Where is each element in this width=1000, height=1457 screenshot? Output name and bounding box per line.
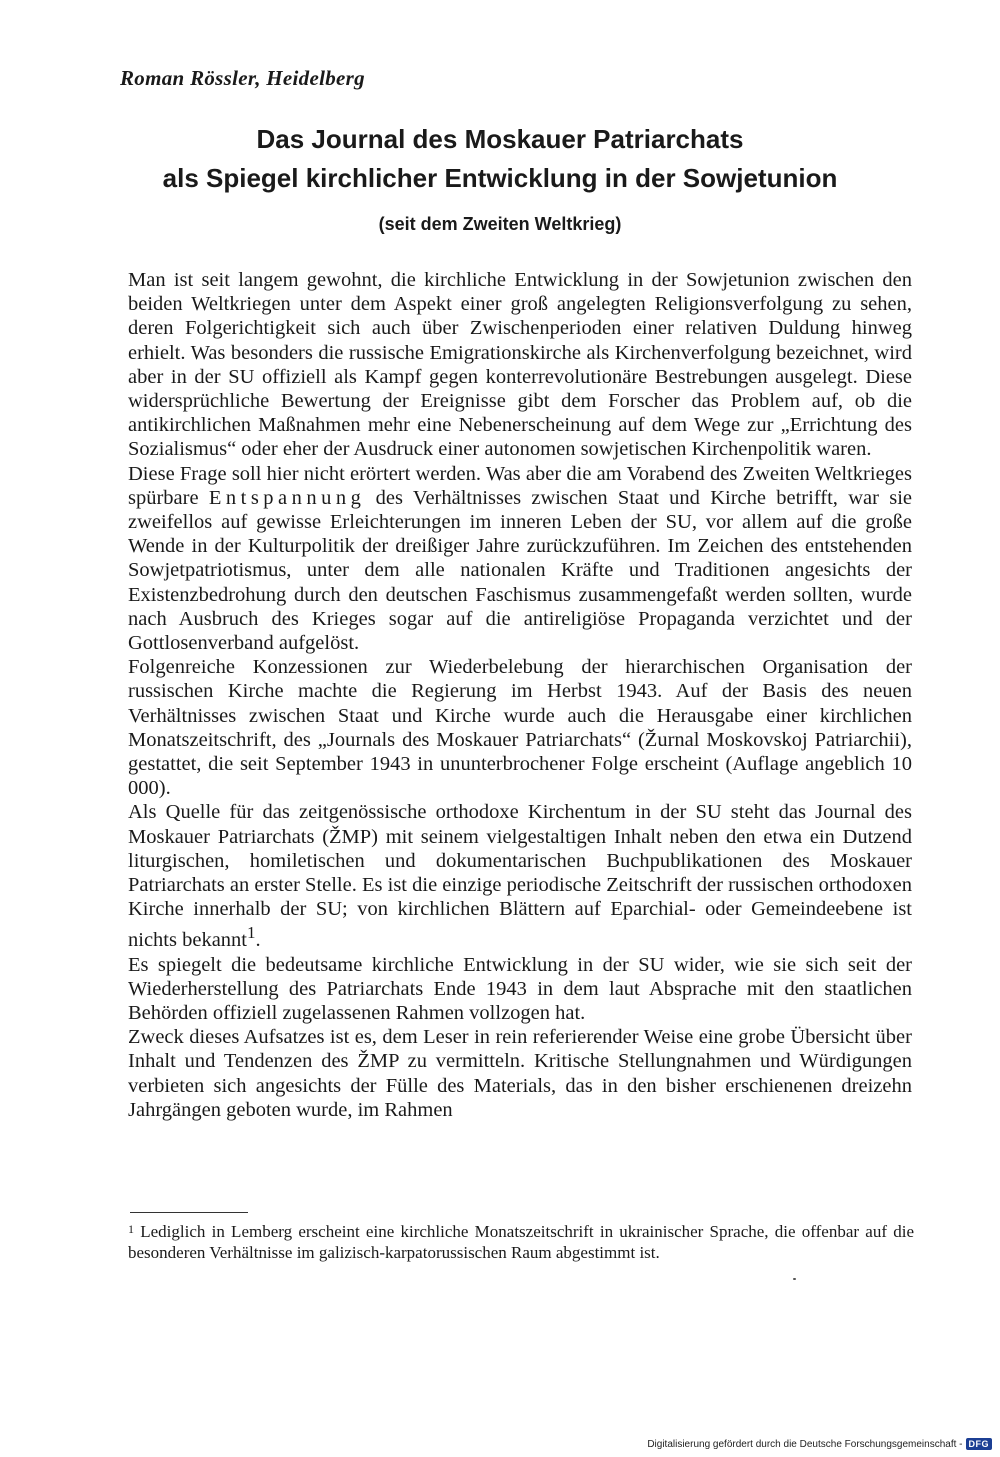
footnote-text: Lediglich in Lemberg erscheint eine kirchliche Monatszeitschrift in ukrainischer Sprache, die offenbar auf die besonderen Verhältnisse im galizisch-karpatorussischen Raum abgestimmt ist. bbox=[128, 1222, 914, 1262]
author-line: Roman Rössler, Heidelberg bbox=[120, 66, 365, 90]
paragraph-3: Folgenreiche Konzessionen zur Wiederbelebung der hierarchischen Organisation der russischen Kirche machte die Regierung im Herbst 1943. Auf der Basis des neuen Verhältnisses zwischen Staat und Kirche wurde auch die Herausgabe einer kirchlichen Monatszeitschrift, des „Journals des Moskauer Patriarchats“ (Žurnal Moskovskoj Patriarchii), gestattet, die seit September 1943 in ununterbrochener Folge erscheint (Auflage angeblich 10 000). bbox=[128, 656, 912, 800]
article-subtitle: (seit dem Zweiten Weltkrieg) bbox=[378, 214, 622, 234]
footnote bbox=[128, 1222, 914, 1263]
scan-speck bbox=[793, 1278, 796, 1280]
funding-credit bbox=[647, 1438, 992, 1450]
funding-credit-text: Digitalisierung gefördert durch die Deutsche Forschungsgemeinschaft - bbox=[647, 1438, 963, 1450]
footnote-1 bbox=[128, 1222, 914, 1263]
paragraph-4-end: . bbox=[255, 929, 261, 952]
paragraph-2 bbox=[128, 462, 912, 656]
paragraph-2-end: des Verhältnisses zwischen Staat und Kirche betrifft, war sie zweifellos auf gewisse Erleichterungen im inneren Leben der SU, vor allem auf die große Wende in der Kulturpolitik der dreißiger Jahre zurückzuführen. Im Zeichen des entstehenden Sowjetpatriotismus, unter dem alle nationalen Kräfte und Traditionen angesichts der Existenzbedrohung durch den deutschen Faschismus zusammengefaßt werden sollten, wurde nach Ausbruch des Krieges sogar auf die antireligiöse Propaganda verzichtet und der Gottlosenverband aufgelöst. bbox=[128, 486, 912, 655]
article-title-line-1: Das Journal des Moskauer Patriarchats bbox=[256, 124, 744, 154]
footnote-reference[interactable]: 1 bbox=[247, 923, 256, 943]
dfg-logo-icon: DFG bbox=[966, 1438, 993, 1450]
paragraph-5: Es spiegelt die bedeutsame kirchliche Entwicklung in der SU wider, wie sie sich seit der Wiederherstellung des Patriarchats Ende 1943 in dem laut Absprache mit den staatlichen Behörden offiziell zugelassenen Rahmen vollzogen hat. bbox=[128, 953, 912, 1024]
paragraph-4 bbox=[128, 800, 912, 952]
paragraph-2-start: Diese Frage soll hier nicht erörtert werden. Was aber die am Vorabend des Zweiten Weltkrieges spürbare bbox=[128, 462, 912, 509]
article-body bbox=[128, 268, 912, 1122]
paragraph-4-text: Als Quelle für das zeitgenössische orthodoxe Kirchentum in der SU steht das Journal des Moskauer Patriarchats (ŽMP) mit seinem vielgestaltigen Inhalt neben den etwa ein Dutzend liturgischen, homiletischen und dokumentarischen Buchpublikationen des Moskauer Patriarchats an erster Stelle. Es ist die einzige periodische Zeitschrift der russischen orthodoxen Kirche innerhalb der SU; von kirchlichen Blättern auf Eparchial- oder Gemeindeebene ist nichts bekannt bbox=[128, 801, 912, 952]
footnote-mark: 1 bbox=[128, 1222, 134, 1236]
paragraph-1: Man ist seit langem gewohnt, die kirchliche Entwicklung in der Sowjetunion zwischen den beiden Weltkriegen unter dem Aspekt einer groß angelegten Religionsverfolgung zu sehen, deren Folgerichtigkeit sich auch über Zwischenperioden einer relativen Duldung hinweg erhielt. Was besonders die russische Emigrationskirche als Kirchenverfolgung bezeichnet, wird aber in der SU offiziell als Kampf gegen konterrevolutionäre Bestrebungen ausgelegt. Diese widersprüchliche Bewertung der Ereignisse gibt dem Forscher das Problem auf, ob die antikirchlichen Maßnahmen mehr eine Nebenerscheinung auf dem Wege zur „Errichtung des Sozialismus“ oder eher der Ausdruck einer autonomen sowjetischen Kirchenpolitik waren. bbox=[128, 269, 912, 461]
spaced-emphasis: Entspannung bbox=[208, 486, 366, 509]
footnote-divider bbox=[130, 1212, 248, 1213]
paragraph-6: Zweck dieses Aufsatzes ist es, dem Leser in rein referierender Weise eine grobe Übersicht über Inhalt und Tendenzen des ŽMP zu vermitteln. Kritische Stellungnahmen und Würdigungen verbieten sich angesichts der Fülle des Materials, das in den bisher erschienenen dreizehn Jahrgängen geboten wurde, im Rahmen bbox=[128, 1026, 912, 1121]
article-title-line-2: als Spiegel kirchlicher Entwicklung in der Sowjetunion bbox=[162, 163, 838, 193]
